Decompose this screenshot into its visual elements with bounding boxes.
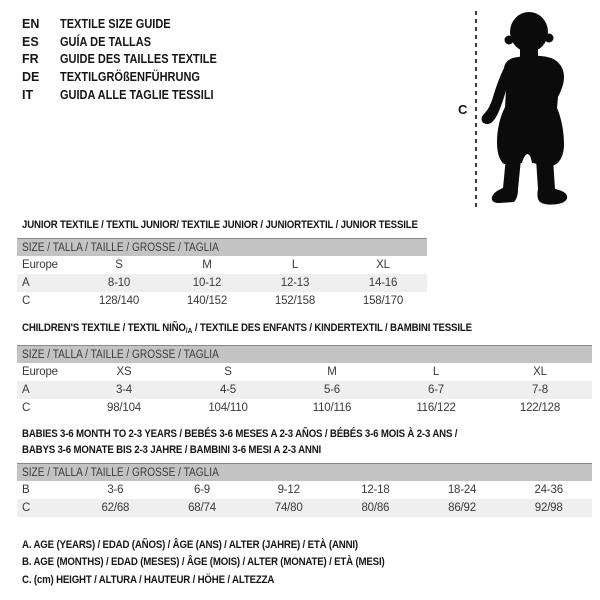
language-label: GUIDE DES TAILLES TEXTILE [60,52,217,67]
size-cell: 92/98 [534,502,563,514]
size-cell: 8-10 [107,277,131,289]
language-label: TEXTILGRÖßENFÜHRUNG [60,70,200,85]
size-cell: S [224,366,232,378]
row-label: C [22,295,31,307]
language-label: TEXTILE SIZE GUIDE [60,17,171,31]
table-row [17,399,592,417]
size-cell: 104/110 [208,402,248,414]
size-cell: 6-7 [427,384,445,396]
babies-size-table [17,463,592,517]
size-cell: 3-6 [107,484,124,496]
language-list [22,16,238,104]
row-label: A [22,277,30,289]
legend-line-c: C. (cm) HEIGHT / ALTURA / HAUTEUR / HÖHE / ALTEZZA [22,573,275,586]
size-cell: 122/128 [519,402,561,414]
table-row [17,363,592,381]
junior-size-table [17,238,427,310]
table-row [17,381,592,399]
size-cell: 152/158 [274,295,316,307]
height-marker-label: C [458,102,468,117]
children-size-table [17,345,592,417]
row-label: A [22,384,30,396]
table-row [17,256,427,274]
size-cell: 86/92 [448,502,476,514]
language-code: EN [22,17,40,31]
table-row [17,274,427,292]
size-header-label: SIZE / TALLA / TAILLE / GRÖSSE / TAGLIA [22,241,219,254]
table-row [17,292,427,310]
size-cell: XS [116,366,132,378]
size-header-label: SIZE / TALLA / TAILLE / GRÖSSE / TAGLIA [22,348,219,361]
legend-line-a: A. AGE (YEARS) / EDAD (AÑOS) / ÂGE (ANS) / ALTER (JAHRE) / ETÀ (ANNI) [22,539,358,551]
size-cell: 10-12 [192,277,222,289]
language-label: GUÍA DE TALLAS [60,34,152,49]
size-cell: M [202,259,212,271]
row-label: C [22,402,31,414]
children-table-title [22,320,472,339]
size-cell: 12-13 [280,277,310,289]
size-cell: 158/170 [362,295,404,307]
language-code: IT [22,87,34,102]
size-header-bar [17,345,592,363]
legend-line-b: B. AGE (MONTHS) / EDAD (MESES) / ÂGE (MOIS) / ALTER (MONATE) / ETÀ (MESI) [22,556,385,569]
size-cell: 12-18 [361,484,390,496]
table-row [17,481,592,499]
table-row [17,499,592,517]
language-code: ES [22,34,39,49]
row-label: Europe [22,259,58,271]
size-cell: 9-12 [277,484,300,496]
size-cell: 7-8 [531,384,549,396]
children-table-title-subscript: /A [185,326,193,335]
size-cell: 140/152 [186,295,228,307]
language-row [22,69,238,87]
size-cell: XL [376,259,390,271]
size-header-bar [17,463,592,481]
size-cell: 4-5 [219,384,237,396]
language-code: DE [22,70,40,85]
height-marker-dashed-line [475,11,477,208]
row-label: C [22,502,31,514]
language-code: FR [22,52,39,67]
size-cell: L [432,366,440,378]
language-row [22,16,238,34]
toddler-silhouette-image [480,5,600,215]
babies-table-title-line2: BABYS 3-6 MONATE BIS 2-3 JAHRE / BAMBINI 3-6 MESI A 2-3 ANNI [22,444,322,456]
language-label: GUIDA ALLE TAGLIE TESSILI [60,87,214,102]
size-cell: L [291,259,299,271]
row-label: B [22,484,30,496]
language-row [22,51,238,69]
size-cell: 128/140 [98,295,140,307]
size-cell: 5-6 [323,384,341,396]
size-cell: 6-9 [193,484,211,496]
size-cell: 18-24 [447,484,477,496]
size-cell: 98/104 [107,402,141,414]
junior-table-title: JUNIOR TEXTILE / TEXTIL JUNIOR/ TEXTILE JUNIOR / JUNIORTEXTIL / JUNIOR TESSILE [22,219,418,231]
language-row [22,87,238,105]
language-row [22,34,238,52]
children-table-title-text: CHILDREN'S TEXTILE / TEXTIL NIÑO [22,322,186,334]
size-header-bar [17,238,427,256]
babies-table-title-line1: BABIES 3-6 MONTH TO 2-3 YEARS / BEBÉS 3-6 MESES A 2-3 AÑOS / BÉBÉS 3-6 MOIS À 2-3 ANS / [22,428,458,440]
size-header-label: SIZE / TALLA / TAILLE / GRÖSSE / TAGLIA [22,466,219,479]
size-cell: 74/80 [274,502,303,514]
size-cell: XL [533,366,547,378]
size-cell: 68/74 [188,502,216,514]
size-cell: 3-4 [115,384,133,396]
size-cell: 116/122 [416,402,456,414]
size-cell: 14-16 [368,277,398,289]
children-table-title-text: / TEXTILE DES ENFANTS / KINDERTEXTIL / BAMBINI TESSILE [192,322,472,334]
row-label: Europe [22,366,58,378]
size-cell: M [327,366,337,378]
size-cell: S [115,259,123,271]
legend [22,537,434,589]
size-cell: 80/86 [361,502,390,514]
size-cell: 24-36 [534,484,563,496]
size-cell: 110/116 [312,402,352,414]
size-cell: 62/68 [101,502,130,514]
